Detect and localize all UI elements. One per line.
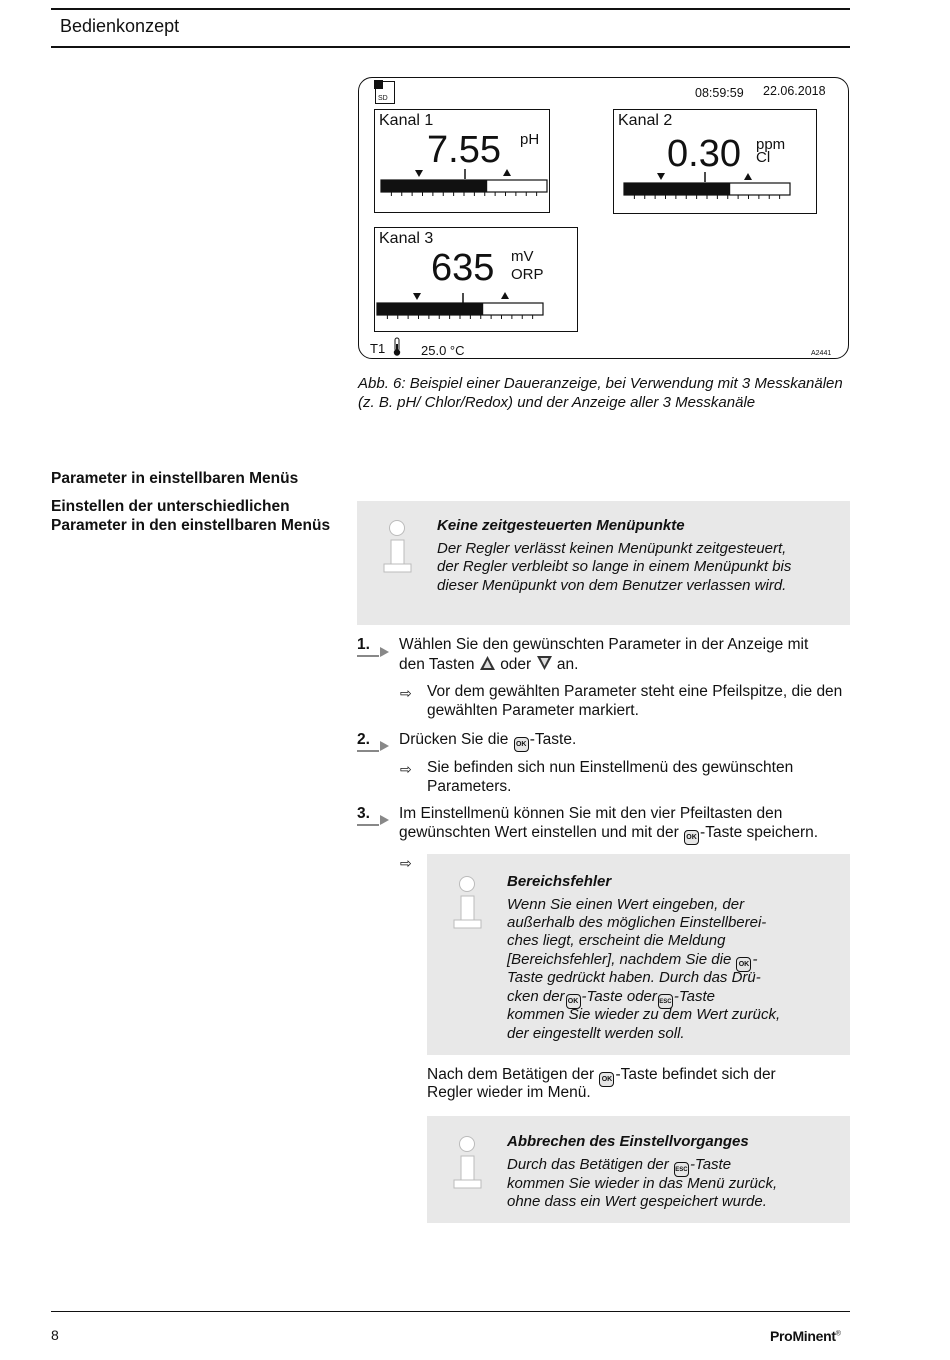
esc-key-icon: ESC	[674, 1162, 689, 1177]
info-box-range-error	[427, 854, 850, 1055]
channel-2-unit: ppm	[756, 136, 786, 153]
ok-key-icon: OK	[514, 737, 529, 752]
channel-1-value: 7.55	[427, 129, 501, 171]
result-arrow-icon: ⇨	[400, 685, 412, 701]
figure-id: A2441	[811, 350, 832, 357]
channel-1-name: Kanal 1	[379, 112, 434, 129]
step-1-number: 1.	[357, 636, 370, 654]
step-1-result: Vor dem gewählten Parameter steht eine Pfeilspitze, die den gewählten Parameter markiert.	[427, 683, 843, 719]
info-2-line-8: der eingestellt werden soll.	[507, 1025, 685, 1042]
channel-1-panel	[374, 109, 550, 213]
info-icon	[451, 1134, 483, 1192]
down-key-icon	[536, 655, 553, 671]
info-2-line-6: cken der OK -Taste oder ESC -Taste	[507, 988, 715, 1009]
info-1-title: Keine zeitgesteuerten Menüpunkte	[437, 517, 685, 534]
info-2-line-4: [Bereichsfehler], nachdem Sie die OK -	[507, 951, 757, 972]
channel-3-unit: mV	[511, 248, 534, 265]
step-3-arrow-icon	[380, 815, 389, 825]
channel-1-bar	[375, 110, 551, 214]
channel-2-unit2: Cl	[756, 149, 771, 166]
info-2-line-7: kommen Sie wieder zu dem Wert zurück,	[507, 1006, 781, 1023]
step-3-number: 3.	[357, 805, 370, 823]
info-box-no-timeout	[357, 501, 850, 625]
info-3-line-1: Durch das Betätigen der ESC -Taste	[507, 1156, 731, 1177]
info-box-cancel	[427, 1116, 850, 1223]
ok-key-icon: OK	[736, 957, 751, 972]
info-1-text: Der Regler verlässt keinen Menüpunkt zeitgesteuert, der Regler verbleibt so lange in einem Menüpunkt bis dieser Menüpunkt von dem Benutzer verlassen wird.	[437, 540, 792, 594]
ok-key-icon: OK	[684, 830, 699, 845]
info-3-line-2: kommen Sie wieder in das Menü zurück,	[507, 1175, 778, 1192]
channel-3-bar	[375, 228, 579, 333]
after-line-2: Regler wieder im Menü.	[427, 1084, 591, 1101]
footer-rule	[51, 1311, 850, 1312]
info-2-title: Bereichsfehler	[507, 873, 612, 890]
ok-key-icon: OK	[566, 994, 581, 1009]
step-2-number: 2.	[357, 731, 370, 749]
channel-2-value: 0.30	[667, 133, 741, 175]
info-icon	[381, 518, 413, 576]
after-line-1: Nach dem Betätigen der OK -Taste befindet sich der	[427, 1066, 776, 1087]
temperature-channel: T1	[370, 341, 386, 356]
figure-caption: Abb. 6: Beispiel einer Daueranzeige, bei Verwendung mit 3 Messkanälen (z. B. pH/ Chlor/Redox) und der Anzeige aller 3 Messkanäle	[358, 375, 843, 411]
channel-3-unit2: ORP	[511, 266, 544, 283]
section-label-1: Parameter in einstellbaren Menüs	[51, 470, 299, 487]
channel-3-name: Kanal 3	[379, 230, 434, 247]
channel-3-value: 635	[431, 247, 495, 289]
step-1-line-1: Wählen Sie den gewünschten Parameter in der Anzeige mit	[399, 636, 809, 653]
section-label-2: Einstellen der unterschiedlichen Parameter in den einstellbaren Menüs	[51, 498, 331, 534]
ok-key-icon: OK	[599, 1072, 614, 1087]
step-2-line: Drücken Sie die OK -Taste.	[399, 731, 576, 752]
sd-card-icon	[375, 81, 395, 104]
temperature-value: 25.0 °C	[421, 343, 465, 358]
page-number: 8	[51, 1327, 59, 1343]
header-bottom-rule	[51, 46, 850, 48]
brand-logo: ProMinent®	[770, 1328, 841, 1344]
info-2-line-2: außerhalb des möglichen Einstellberei-	[507, 914, 767, 931]
header-title: Bedienkonzept	[60, 16, 180, 36]
info-icon	[451, 874, 483, 932]
step-2-arrow-icon	[380, 741, 389, 751]
display-date: 22.06.2018	[763, 84, 826, 98]
sd-label: SD	[378, 95, 388, 102]
channel-2-bar	[614, 110, 818, 215]
header-top-rule	[51, 8, 850, 10]
step-3-line-1: Im Einstellmenü können Sie mit den vier Pfeiltasten den	[399, 805, 783, 822]
display-time: 08:59:59	[695, 86, 744, 100]
step-3-line-2: gewünschten Wert einstellen und mit der OK -Taste speichern.	[399, 824, 818, 845]
step-1-line-2: den Tasten oder an.	[399, 656, 579, 673]
info-3-line-3: ohne dass ein Wert gespeichert wurde.	[507, 1193, 767, 1210]
channel-1-unit: pH	[520, 131, 540, 148]
channel-2-panel	[613, 109, 817, 214]
info-3-title: Abbrechen des Einstellvorganges	[507, 1133, 749, 1150]
info-2-line-5: Taste gedrückt haben. Durch das Drü-	[507, 969, 761, 986]
step-1-arrow-icon	[380, 647, 389, 657]
esc-key-icon: ESC	[658, 994, 673, 1009]
up-key-icon	[479, 655, 496, 671]
result-arrow-icon: ⇨	[400, 855, 412, 871]
info-2-line-3: ches liegt, erscheint die Meldung	[507, 932, 726, 949]
channel-3-panel	[374, 227, 578, 332]
step-2-result: Sie befinden sich nun Einstellmenü des gewünschten Parameters.	[427, 759, 794, 795]
info-2-line-1: Wenn Sie einen Wert eingeben, der	[507, 896, 745, 913]
result-arrow-icon: ⇨	[400, 761, 412, 777]
channel-2-name: Kanal 2	[618, 112, 673, 129]
thermometer-icon	[392, 337, 402, 357]
